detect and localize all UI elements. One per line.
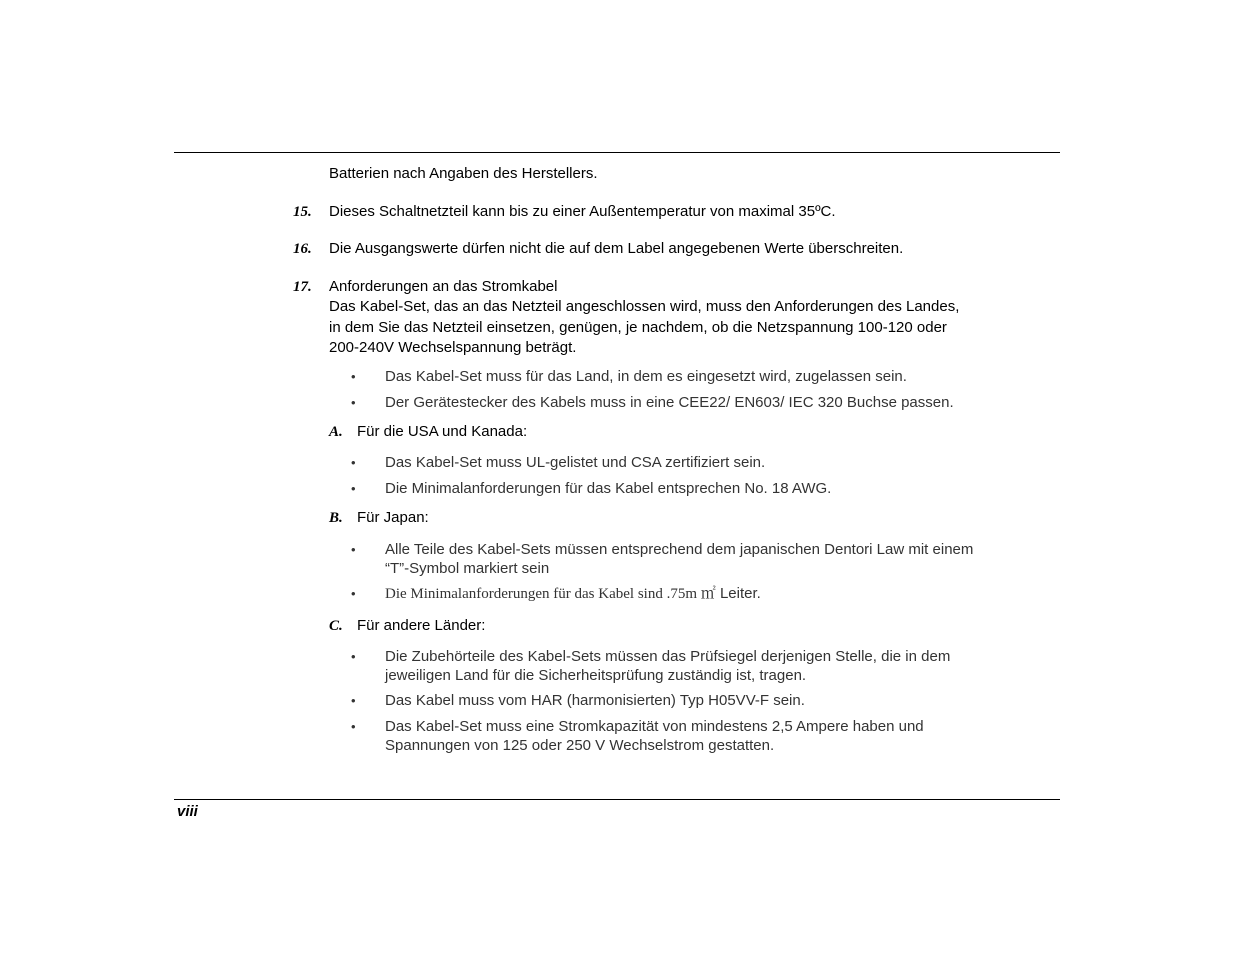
section-title-c: Für andere Länder:	[357, 617, 486, 634]
item-heading-17: Anforderungen an das Stromkabel	[329, 278, 558, 295]
bullet-text: Das Kabel-Set muss für das Land, in dem es eingesetzt wird, zugelassen sein.	[385, 368, 907, 385]
bullet-text: Das Kabel-Set muss UL-gelistet und CSA zertifiziert sein.	[385, 454, 766, 471]
bullet-icon: •	[351, 542, 356, 557]
bullet-icon: •	[351, 481, 356, 496]
footer-rule	[174, 799, 1060, 800]
section-letter-b: B.	[329, 510, 343, 526]
item-text-15: Dieses Schaltnetzteil kann bis zu einer Außentemperatur von maximal 35ºC.	[329, 203, 836, 220]
bullet-icon: •	[351, 395, 356, 410]
item-para-line-2: in dem Sie das Netzteil einsetzen, genügen, je nachdem, ob die Netzspannung 100-120 oder	[329, 319, 947, 336]
section-letter-a: A.	[329, 424, 343, 440]
bullet-text: Das Kabel muss vom HAR (harmonisierten) Typ H05VV-F sein.	[385, 692, 805, 709]
bullet-text-line-2: Spannungen von 125 oder 250 V Wechselstrom gestatten.	[385, 737, 775, 754]
item-number-16: 16.	[293, 241, 312, 257]
item-para-line-3: 200-240V Wechselspannung beträgt.	[329, 339, 577, 356]
square-meter-unit: ㎡	[700, 586, 716, 602]
bullet-text-line-2: “T”-Symbol markiert sein	[385, 560, 550, 577]
header-rule	[174, 152, 1060, 153]
bullet-icon: •	[351, 649, 356, 664]
bullet-text-line-1: Die Zubehörteile des Kabel-Sets müssen das Prüfsiegel derjenigen Stelle, die in dem	[385, 648, 951, 665]
page-number: viii	[177, 803, 198, 820]
bullet-text: Die Minimalanforderungen für das Kabel entsprechen No. 18 AWG.	[385, 480, 832, 497]
bullet-icon: •	[351, 586, 356, 601]
item-text-16: Die Ausgangswerte dürfen nicht die auf dem Label angegebenen Werte überschreiten.	[329, 240, 904, 257]
bullet-icon: •	[351, 455, 356, 470]
bullet-icon: •	[351, 369, 356, 384]
continuation-text: Batterien nach Angaben des Herstellers.	[329, 165, 598, 182]
item-number-17: 17.	[293, 279, 312, 295]
bullet-text-serif: Die Minimalanforderungen für das Kabel sind .75m	[385, 586, 701, 602]
bullet-icon: •	[351, 719, 356, 734]
item-para-line-1: Das Kabel-Set, das an das Netzteil angeschlossen wird, muss den Anforderungen des Landes,	[329, 298, 960, 315]
item-number-15: 15.	[293, 204, 312, 220]
bullet-text	[385, 584, 761, 604]
bullet-text-end: Leiter.	[715, 585, 761, 602]
bullet-text-line-2: jeweiligen Land für die Sicherheitsprüfung zuständig ist, tragen.	[385, 667, 807, 684]
section-title-a: Für die USA und Kanada:	[357, 423, 528, 440]
section-title-b: Für Japan:	[357, 509, 429, 526]
bullet-text-line-1: Alle Teile des Kabel-Sets müssen entsprechend dem japanischen Dentori Law mit einem	[385, 541, 974, 558]
bullet-text: Der Gerätestecker des Kabels muss in eine CEE22/ EN603/ IEC 320 Buchse passen.	[385, 394, 954, 411]
section-letter-c: C.	[329, 618, 343, 634]
bullet-icon: •	[351, 693, 356, 708]
bullet-text-line-1: Das Kabel-Set muss eine Stromkapazität von mindestens 2,5 Ampere haben und	[385, 718, 924, 735]
